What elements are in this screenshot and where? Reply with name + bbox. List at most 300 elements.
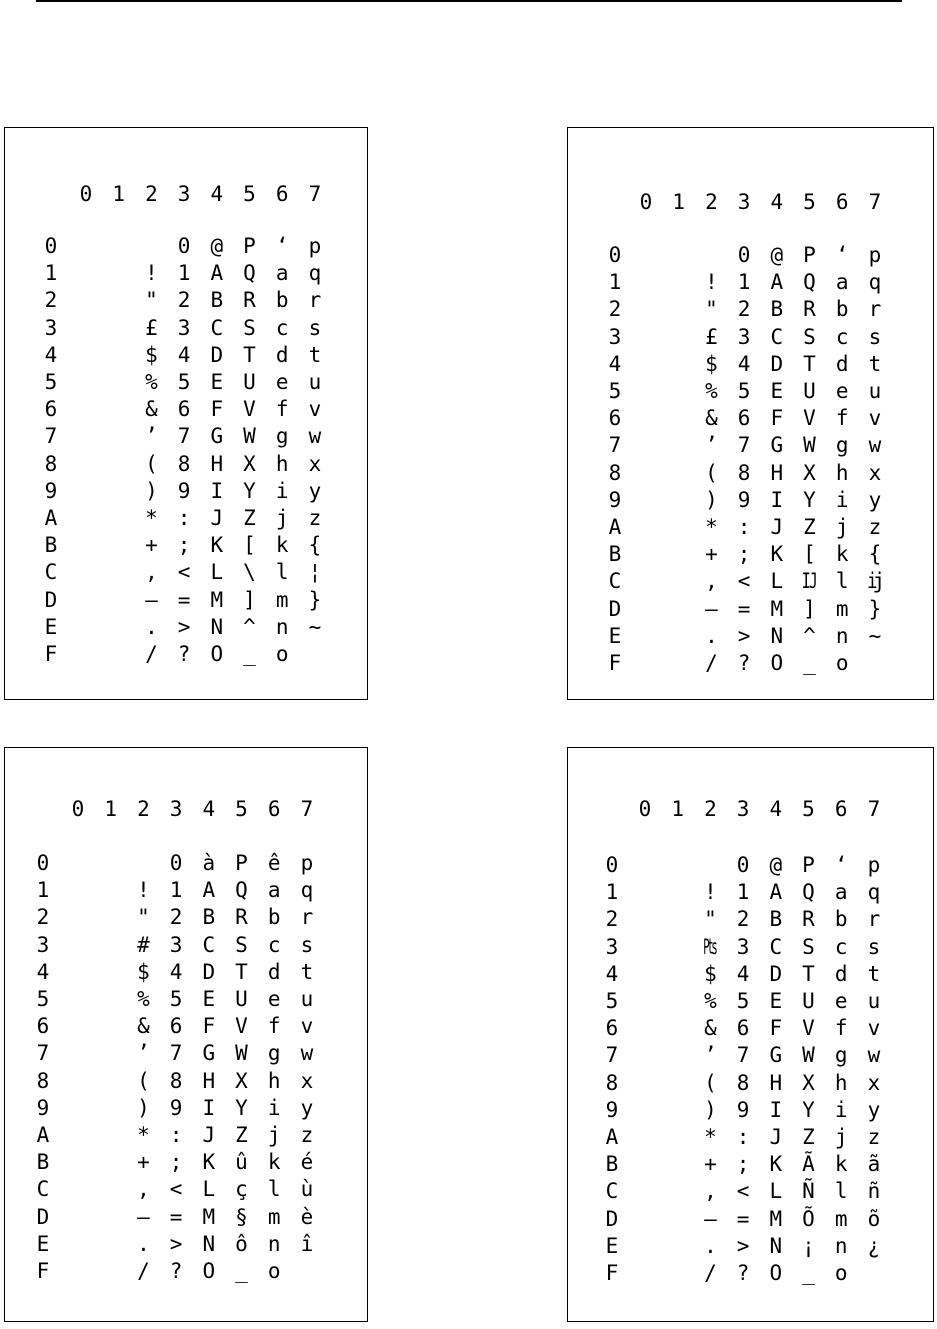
char-cell: ; [737,542,751,567]
char-cell: ( [704,1070,717,1095]
column-header-row [5,796,367,823]
row-label: 9 [36,1095,50,1120]
char-cell: 4 [169,959,183,984]
char-cell: ( [145,451,158,476]
char-cell: x [308,451,322,476]
char-cell: s [300,932,314,957]
row-label: D [608,596,622,621]
char-cell: E [210,370,224,394]
char-cell: K [769,1152,783,1177]
char-cell: B [210,288,224,313]
char-cell: ; [736,1152,750,1177]
char-cell: d [267,959,281,984]
char-cell: ñ [867,1179,881,1204]
char-cell: P [243,234,256,258]
char-cell: g [835,433,849,458]
row-label: 8 [605,1070,619,1095]
char-cell: @ [210,234,224,258]
char-cell: k [267,1150,281,1175]
char-cell: ! [145,261,158,286]
char-cell: ¦ [308,560,322,585]
row-label: 6 [36,1014,50,1039]
char-cell: Y [802,1097,815,1122]
char-cell: i [835,487,849,512]
char-cell: P [802,853,815,877]
char-cell: 3 [736,934,750,959]
char-cell: § [235,1204,248,1229]
column-header: 5 [235,797,248,821]
row-label: C [608,569,622,594]
row-label: 4 [44,342,58,367]
row-label: 8 [608,460,622,485]
char-cell: y [308,478,322,503]
char-cell: b [267,905,281,930]
column-header: 0 [79,182,93,206]
char-cell: i [275,478,289,503]
char-cell: x [868,460,882,485]
char-cell: ? [177,642,191,666]
char-cell: [ [243,533,256,558]
char-cell: 8 [177,451,191,476]
char-cell: ê [267,851,281,875]
char-cell: * [705,515,718,539]
char-cell: [ [803,542,816,567]
row-label: 4 [36,959,50,984]
char-cell: y [868,487,882,512]
char-cell: ù [300,1177,314,1202]
char-cell: & [137,1014,150,1039]
row-label: 4 [605,961,619,986]
table-row [5,342,367,369]
char-cell: j [275,506,289,530]
char-cell: r [868,297,882,322]
char-cell: L [202,1177,216,1202]
char-cell: < [177,560,191,585]
char-cell: T [803,351,816,376]
char-cell: q [867,880,881,905]
char-cell: " [705,297,718,322]
char-cell: ₧ [704,934,717,959]
char-cell: M [769,1206,783,1231]
char-cell: } [308,587,322,612]
char-cell: p [300,851,314,875]
column-header: 6 [835,190,849,214]
char-cell: { [868,542,882,567]
char-cell: f [835,406,849,431]
char-cell: u [867,989,881,1013]
char-cell: { [308,533,322,558]
char-cell: 2 [736,907,750,932]
char-cell: C [210,315,224,340]
char-cell: J [769,1125,783,1149]
char-cell: J [770,515,784,539]
row-label: 1 [605,880,619,905]
column-header: 0 [639,190,653,214]
row-label: C [44,560,58,585]
char-cell: l [275,560,289,585]
char-cell: ‘ [835,243,849,267]
char-cell: Q [235,878,248,903]
char-cell: M [210,587,224,612]
char-cell: A [202,878,216,903]
char-cell: K [202,1150,216,1175]
char-cell: 5 [177,370,191,394]
char-cell: ¿ [867,1233,881,1258]
char-cell: . [704,1233,717,1258]
table-row [568,1178,933,1205]
char-cell: ô [235,1231,248,1256]
row-label: F [44,642,58,666]
table-row [568,906,933,933]
char-cell: 1 [177,261,191,286]
char-cell: 3 [177,315,191,340]
column-header: 7 [300,797,314,821]
char-cell: x [867,1070,881,1095]
column-header: 3 [169,797,183,821]
char-cell: & [145,397,158,422]
char-cell: ^ [243,614,256,639]
char-cell: G [210,424,224,449]
row-label: 7 [36,1041,50,1066]
char-cell: u [308,370,322,394]
char-cell: p [308,234,322,258]
char-cell: y [867,1097,881,1122]
column-header: 6 [267,797,281,821]
row-label: 7 [605,1043,619,1068]
char-cell: ; [177,533,191,558]
char-cell: G [770,433,784,458]
char-cell: m [267,1204,281,1229]
column-header-row [568,189,933,216]
char-cell: z [308,506,322,530]
char-cell: 5 [169,987,183,1011]
char-cell: k [835,542,849,567]
char-cell: G [769,1043,783,1068]
char-cell: m [835,596,849,621]
char-cell: _ [243,642,256,666]
table-row [568,596,933,623]
char-cell: y [300,1095,314,1120]
charset-table-3 [4,747,368,1322]
char-cell: G [202,1041,216,1066]
char-cell: ç [235,1177,248,1202]
char-cell: v [308,397,322,422]
char-cell: Z [802,1125,815,1149]
char-cell: ’ [137,1041,150,1066]
char-cell: ? [169,1259,183,1283]
table-row [568,378,933,405]
char-cell: ^ [803,623,816,648]
char-cell: + [145,533,158,558]
char-cell: : [169,1123,183,1147]
char-cell: V [235,1014,248,1039]
table-row [568,568,933,595]
table-row [5,233,367,260]
column-header: 3 [736,797,750,821]
row-label: 0 [44,234,58,258]
row-label: 2 [44,288,58,313]
column-header: 6 [834,797,848,821]
char-cell: = [177,587,191,612]
table-row [5,1204,367,1231]
char-cell: C [202,932,216,957]
char-cell: 5 [737,379,751,403]
char-cell: d [834,961,848,986]
char-cell: W [235,1041,248,1066]
char-cell: Z [235,1123,248,1147]
char-cell: 0 [736,853,750,877]
char-cell: p [867,853,881,877]
char-cell: 4 [177,342,191,367]
char-cell: ~ [308,614,322,639]
row-label: A [605,1125,619,1149]
char-cell: D [770,351,784,376]
char-cell: j [834,1125,848,1149]
char-cell: N [210,614,224,639]
char-cell: / [137,1259,150,1283]
char-cell: w [308,424,322,449]
char-cell: C [770,324,784,349]
column-header: 4 [770,190,784,214]
char-cell: f [834,1016,848,1041]
row-label: 8 [36,1068,50,1093]
char-cell: Q [802,880,815,905]
char-cell: û [235,1150,248,1175]
char-cell: ? [737,651,751,675]
char-cell: " [704,907,717,932]
char-cell: 4 [737,351,751,376]
row-label: 8 [44,451,58,476]
char-cell: H [210,451,224,476]
char-cell: m [275,587,289,612]
char-cell: l [835,569,849,594]
char-cell: f [267,1014,281,1039]
char-cell: C [769,934,783,959]
row-label: 0 [36,851,50,875]
char-cell: s [868,324,882,349]
char-cell: I [769,1097,783,1122]
char-cell: w [867,1043,881,1068]
char-cell: X [235,1068,248,1093]
char-cell: : [736,1125,750,1149]
char-cell: T [235,959,248,984]
charset-table-2 [567,127,934,700]
row-label: A [608,515,622,539]
char-cell: 7 [169,1041,183,1066]
char-cell: £ [705,324,718,349]
char-cell: W [243,424,256,449]
char-cell: 8 [737,460,751,485]
char-cell: j [835,515,849,539]
char-cell: ã [867,1152,881,1177]
char-cell: 2 [169,905,183,930]
char-cell: n [267,1231,281,1256]
char-cell: h [835,460,849,485]
char-cell: % [704,989,717,1013]
char-cell: U [802,989,815,1013]
char-cell: V [243,397,256,422]
table-row [568,514,933,541]
char-cell: d [275,342,289,367]
table-row [5,1013,367,1040]
char-cell: w [868,433,882,458]
char-cell: S [243,315,256,340]
char-cell: " [137,905,150,930]
char-cell: g [267,1041,281,1066]
table-row [5,850,367,877]
char-cell: n [275,614,289,639]
table-row [5,315,367,342]
char-cell: , [704,1179,717,1204]
char-cell: D [202,959,216,984]
char-cell: < [736,1179,750,1204]
char-cell: 8 [169,1068,183,1093]
row-label: 3 [608,324,622,349]
char-cell: . [705,623,718,648]
char-cell: J [210,506,224,530]
char-cell: 2 [177,288,191,313]
table-row [5,877,367,904]
char-cell: q [868,270,882,295]
char-cell: h [275,451,289,476]
char-cell: > [736,1233,750,1258]
char-cell: 6 [177,397,191,422]
char-cell: F [210,397,224,422]
table-row [568,1151,933,1178]
top-rule [36,0,902,2]
char-cell: f [275,397,289,422]
char-cell: R [235,905,248,930]
column-header: 3 [737,190,751,214]
row-label: C [605,1179,619,1204]
table-row [568,460,933,487]
row-label: 2 [36,905,50,930]
row-label: 5 [44,370,58,394]
table-row [568,405,933,432]
char-cell: z [300,1123,314,1147]
char-cell: 0 [737,243,751,267]
row-label: 9 [605,1097,619,1122]
char-cell: 9 [177,478,191,503]
char-cell: 3 [737,324,751,349]
char-cell: s [867,934,881,959]
char-cell: , [145,560,158,585]
char-cell: > [169,1231,183,1256]
char-cell: + [705,542,718,567]
char-cell: t [308,342,322,367]
char-cell: , [705,569,718,594]
char-cell: H [770,460,784,485]
char-cell: ) [704,1097,717,1122]
char-cell: e [835,379,849,403]
char-cell: $ [704,961,717,986]
table-row [568,1260,933,1287]
char-cell: > [177,614,191,639]
char-cell: A [770,270,784,295]
table-row [5,260,367,287]
char-cell: b [275,288,289,313]
char-cell: 7 [736,1043,750,1068]
char-cell: r [308,288,322,313]
char-cell: ? [736,1261,750,1285]
char-cell: D [210,342,224,367]
row-label: 2 [608,297,622,322]
char-cell: < [737,569,751,594]
table-row [568,351,933,378]
column-header: 4 [769,797,783,821]
char-cell: @ [770,243,784,267]
char-cell: 9 [169,1095,183,1120]
char-cell: , [137,1177,150,1202]
char-cell: õ [867,1206,881,1231]
row-label: 7 [608,433,622,458]
row-label: 5 [605,989,619,1013]
row-label: E [605,1233,619,1258]
char-cell: 2 [737,297,751,322]
table-row [5,287,367,314]
char-cell: _ [802,1261,815,1285]
table-row [5,1231,367,1258]
char-cell: 8 [736,1070,750,1095]
row-label: F [605,1261,619,1285]
column-header-row [5,181,367,208]
row-label: C [36,1177,50,1202]
char-cell: î [300,1231,314,1256]
row-label: B [44,533,58,558]
column-header: 4 [202,797,216,821]
char-cell: = [736,1206,750,1231]
char-cell: N [202,1231,216,1256]
char-cell: ’ [705,433,718,458]
char-cell: é [300,1150,314,1175]
column-header: 2 [137,797,150,821]
char-cell: 3 [169,932,183,957]
char-cell: } [868,596,882,621]
char-cell: q [308,261,322,286]
char-cell: . [137,1231,150,1256]
charset-table-1 [4,127,368,700]
char-cell: 4 [736,961,750,986]
char-cell: z [867,1125,881,1149]
row-label: B [605,1152,619,1177]
char-cell: r [300,905,314,930]
char-cell: M [202,1204,216,1229]
char-cell: % [137,987,150,1011]
row-label: A [44,506,58,530]
char-cell: n [835,623,849,648]
row-label: 0 [608,243,622,267]
table-row [568,1097,933,1124]
row-label: A [36,1123,50,1147]
char-cell: — [137,1204,150,1229]
char-cell: # [137,932,150,957]
row-label: E [36,1231,50,1256]
table-row [5,1040,367,1067]
char-cell: ‘ [834,853,848,877]
char-cell: + [137,1150,150,1175]
table-row [5,1149,367,1176]
row-label: 4 [608,351,622,376]
char-cell: ! [137,878,150,903]
char-cell: t [867,961,881,986]
row-label: 6 [605,1016,619,1041]
char-cell: ) [137,1095,150,1120]
table-row [5,1258,367,1285]
char-cell: Y [235,1095,248,1120]
char-cell: B [769,907,783,932]
row-label: F [36,1259,50,1283]
char-cell: ) [705,487,718,512]
